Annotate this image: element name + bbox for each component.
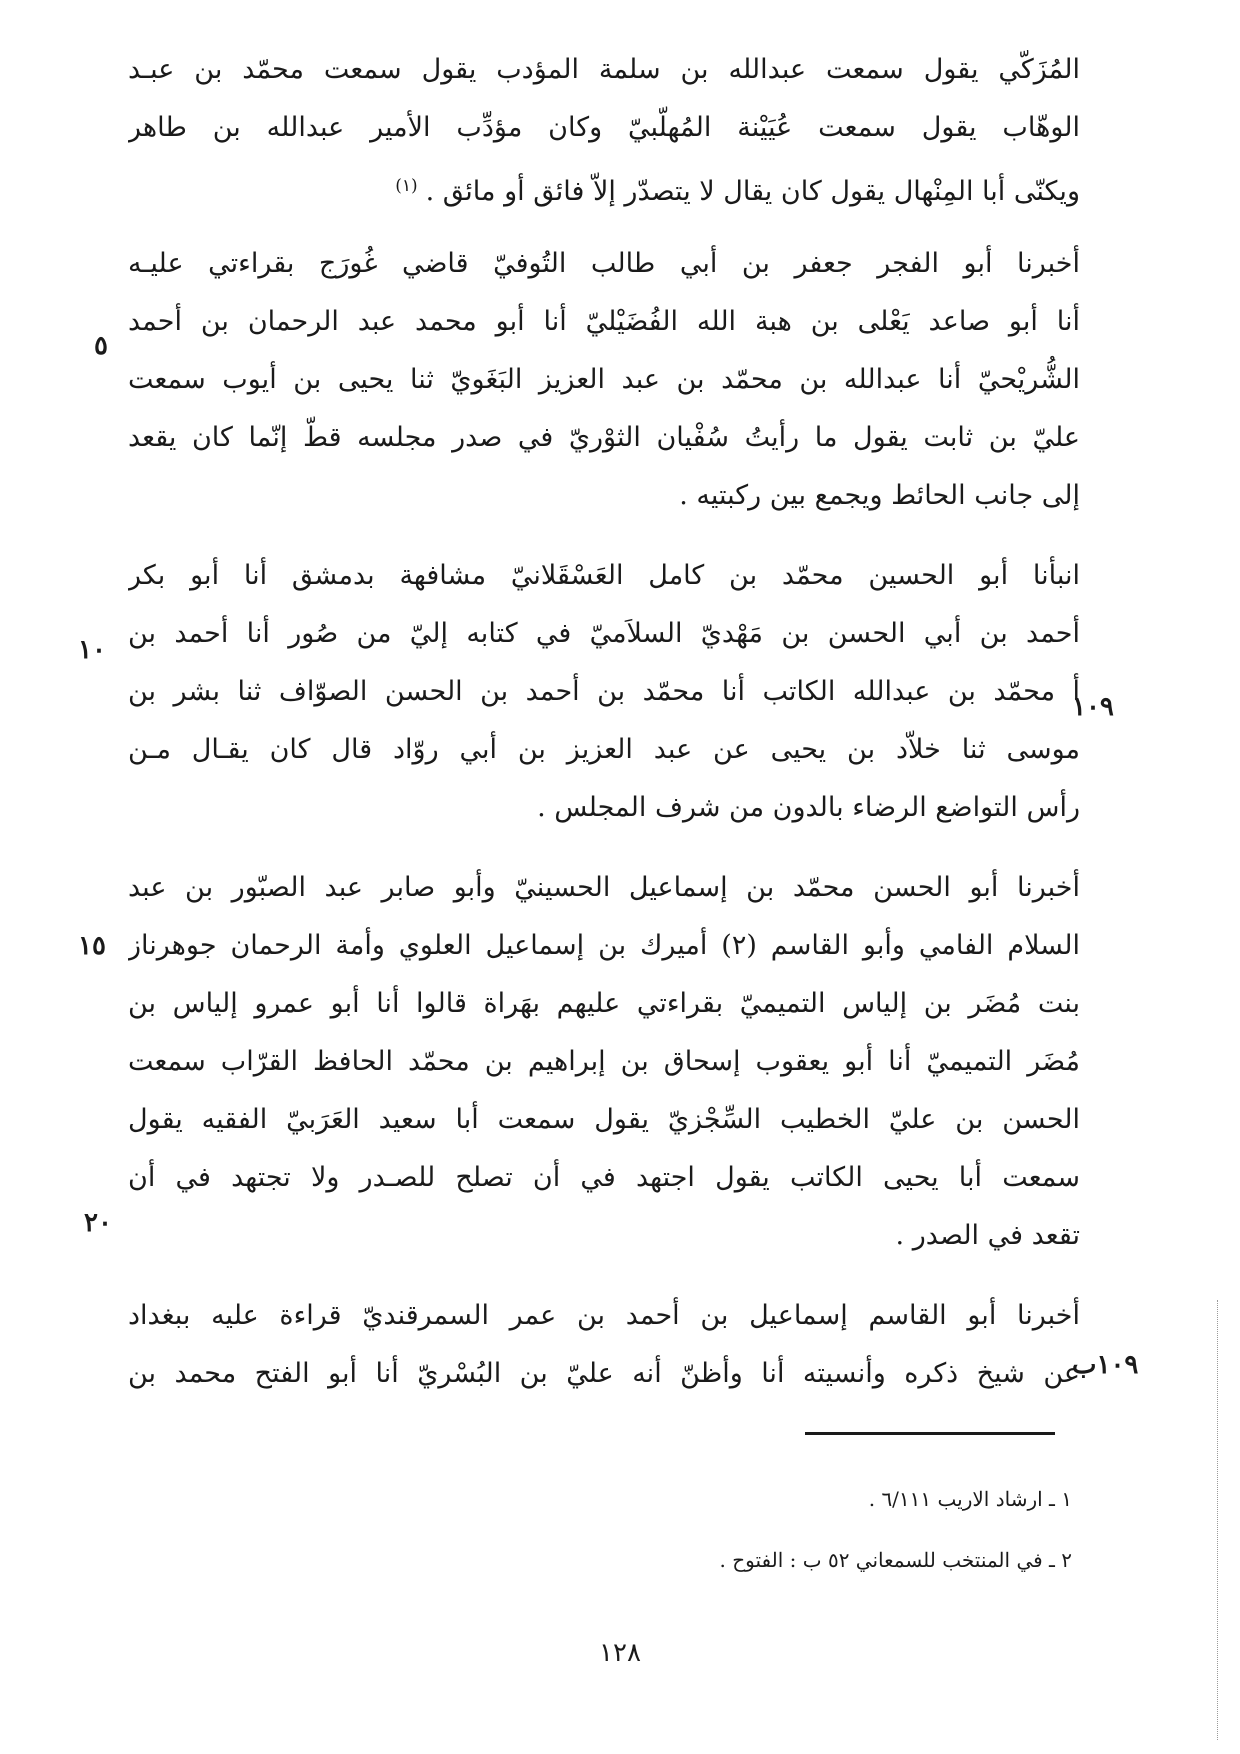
text-line: الحسن بن عليّ الخطيب السِّجْزيّ يقول سمعت أبا سعيد العَرَبيّ الفقيه يقول	[128, 1104, 1080, 1135]
text-line: سمعت أبا يحيى الكاتب يقول اجتهد في أن تصلح للصـدر ولا تجتهد في أن	[128, 1162, 1080, 1193]
text-line	[128, 156, 1080, 216]
footnote-separator	[805, 1432, 1055, 1435]
line-number-15: ١٥	[78, 931, 106, 961]
footnote-1: ١ ـ ارشاد الاريب ٦/١١١ .	[868, 1487, 1072, 1511]
text-line: أخبرنا أبو القاسم إسماعيل بن أحمد بن عمر السمرقنديّ قراءة عليه ببغداد	[128, 1300, 1080, 1331]
text-line: موسى ثنا خلاّد بن يحيى عن عبد العزيز بن أبي روّاد قال كان يقـال مـن	[128, 734, 1080, 765]
text-line: إلى جانب الحائط ويجمع بين ركبتيه .	[679, 480, 1080, 511]
text-line: تقعد في الصدر .	[895, 1220, 1080, 1251]
scan-edge-line	[1216, 1300, 1218, 1740]
text-line: أخبرنا أبو الحسن محمّد بن إسماعيل الحسينيّ وأبو صابر عبد الصبّور بن عبد	[128, 872, 1080, 903]
text-line: السلام الفامي وأبو القاسم (٢) أميرك بن إسماعيل العلوي وأمة الرحمان جوهرناز	[128, 930, 1080, 961]
text-line: أ محمّد بن عبدالله الكاتب أنا محمّد بن أحمد بن الحسن الصوّاف ثنا بشر بن	[128, 676, 1080, 707]
text-line-content: ويكنّى أبا المِنْهال يقول كان يقال لا يتصدّر إلاّ فائق أو مائق .	[425, 176, 1080, 207]
line-number-20: ٢٠	[84, 1208, 112, 1238]
line-number-5: ٥	[94, 331, 108, 361]
text-line: الوهّاب يقول سمعت عُيَيْنة المُهلّبيّ وكان مؤدِّب الأمير عبدالله بن طاهر	[128, 112, 1080, 143]
text-line: أخبرنا أبو الفجر جعفر بن أبي طالب التُوفيّ قاضي غُورَج بقراءتي عليـه	[128, 248, 1080, 279]
text-line: انبأنا أبو الحسين محمّد بن كامل العَسْقَلانيّ مشافهة بدمشق أنا أبو بكر	[128, 560, 1080, 591]
text-line: المُزَكّي يقول سمعت عبدالله بن سلمة المؤدب يقول سمعت محمّد بن عبـد	[128, 54, 1080, 85]
text-line: أحمد بن أبي الحسن بن مَهْديّ السلاَميّ في كتابه إليّ من صُور أنا أحمد بن	[128, 618, 1080, 649]
text-line: مُضَر التميميّ أنا أبو يعقوب إسحاق بن إبراهيم بن محمّد الحافظ القرّاب سمعت	[128, 1046, 1080, 1077]
page-number: ١٢٨	[599, 1638, 641, 1668]
text-line: بنت مُضَر بن إلياس التميميّ بقراءتي عليهم بهَراة قالوا أنا أبو عمرو إلياس بن	[128, 988, 1080, 1019]
line-number-10: ١٠	[78, 635, 106, 665]
text-line: الشُّريْحيّ أنا عبدالله بن محمّد بن عبد العزيز البَغَويّ ثنا يحيى بن أيوب سمعت	[128, 364, 1080, 395]
text-line: عليّ بن ثابت يقول ما رأيتُ سُفْيان الثوْريّ في صدر مجلسه قطّ إنّما كان يقعد	[128, 422, 1080, 453]
text-line: رأس التواضع الرضاء بالدون من شرف المجلس .	[537, 792, 1080, 823]
footnote-2: ٢ ـ في المنتخب للسمعاني ٥٢ ب : الفتوح .	[719, 1548, 1072, 1572]
text-line: عن شيخ ذكره وأنسيته أنا وأظنّ أنه عليّ بن البُسْريّ أنا أبو الفتح محمد بن	[128, 1358, 1080, 1389]
text-line: أنا أبو صاعد يَعْلى بن هبة الله الفُضَيْليّ أنا أبو محمد عبد الرحمان بن أحمد	[128, 306, 1080, 337]
footnote-ref: (١)	[395, 176, 418, 196]
folio-marker-109b: ١٠٩ب	[1072, 1350, 1139, 1380]
folio-marker-109a: ١٠٩	[1072, 692, 1114, 722]
